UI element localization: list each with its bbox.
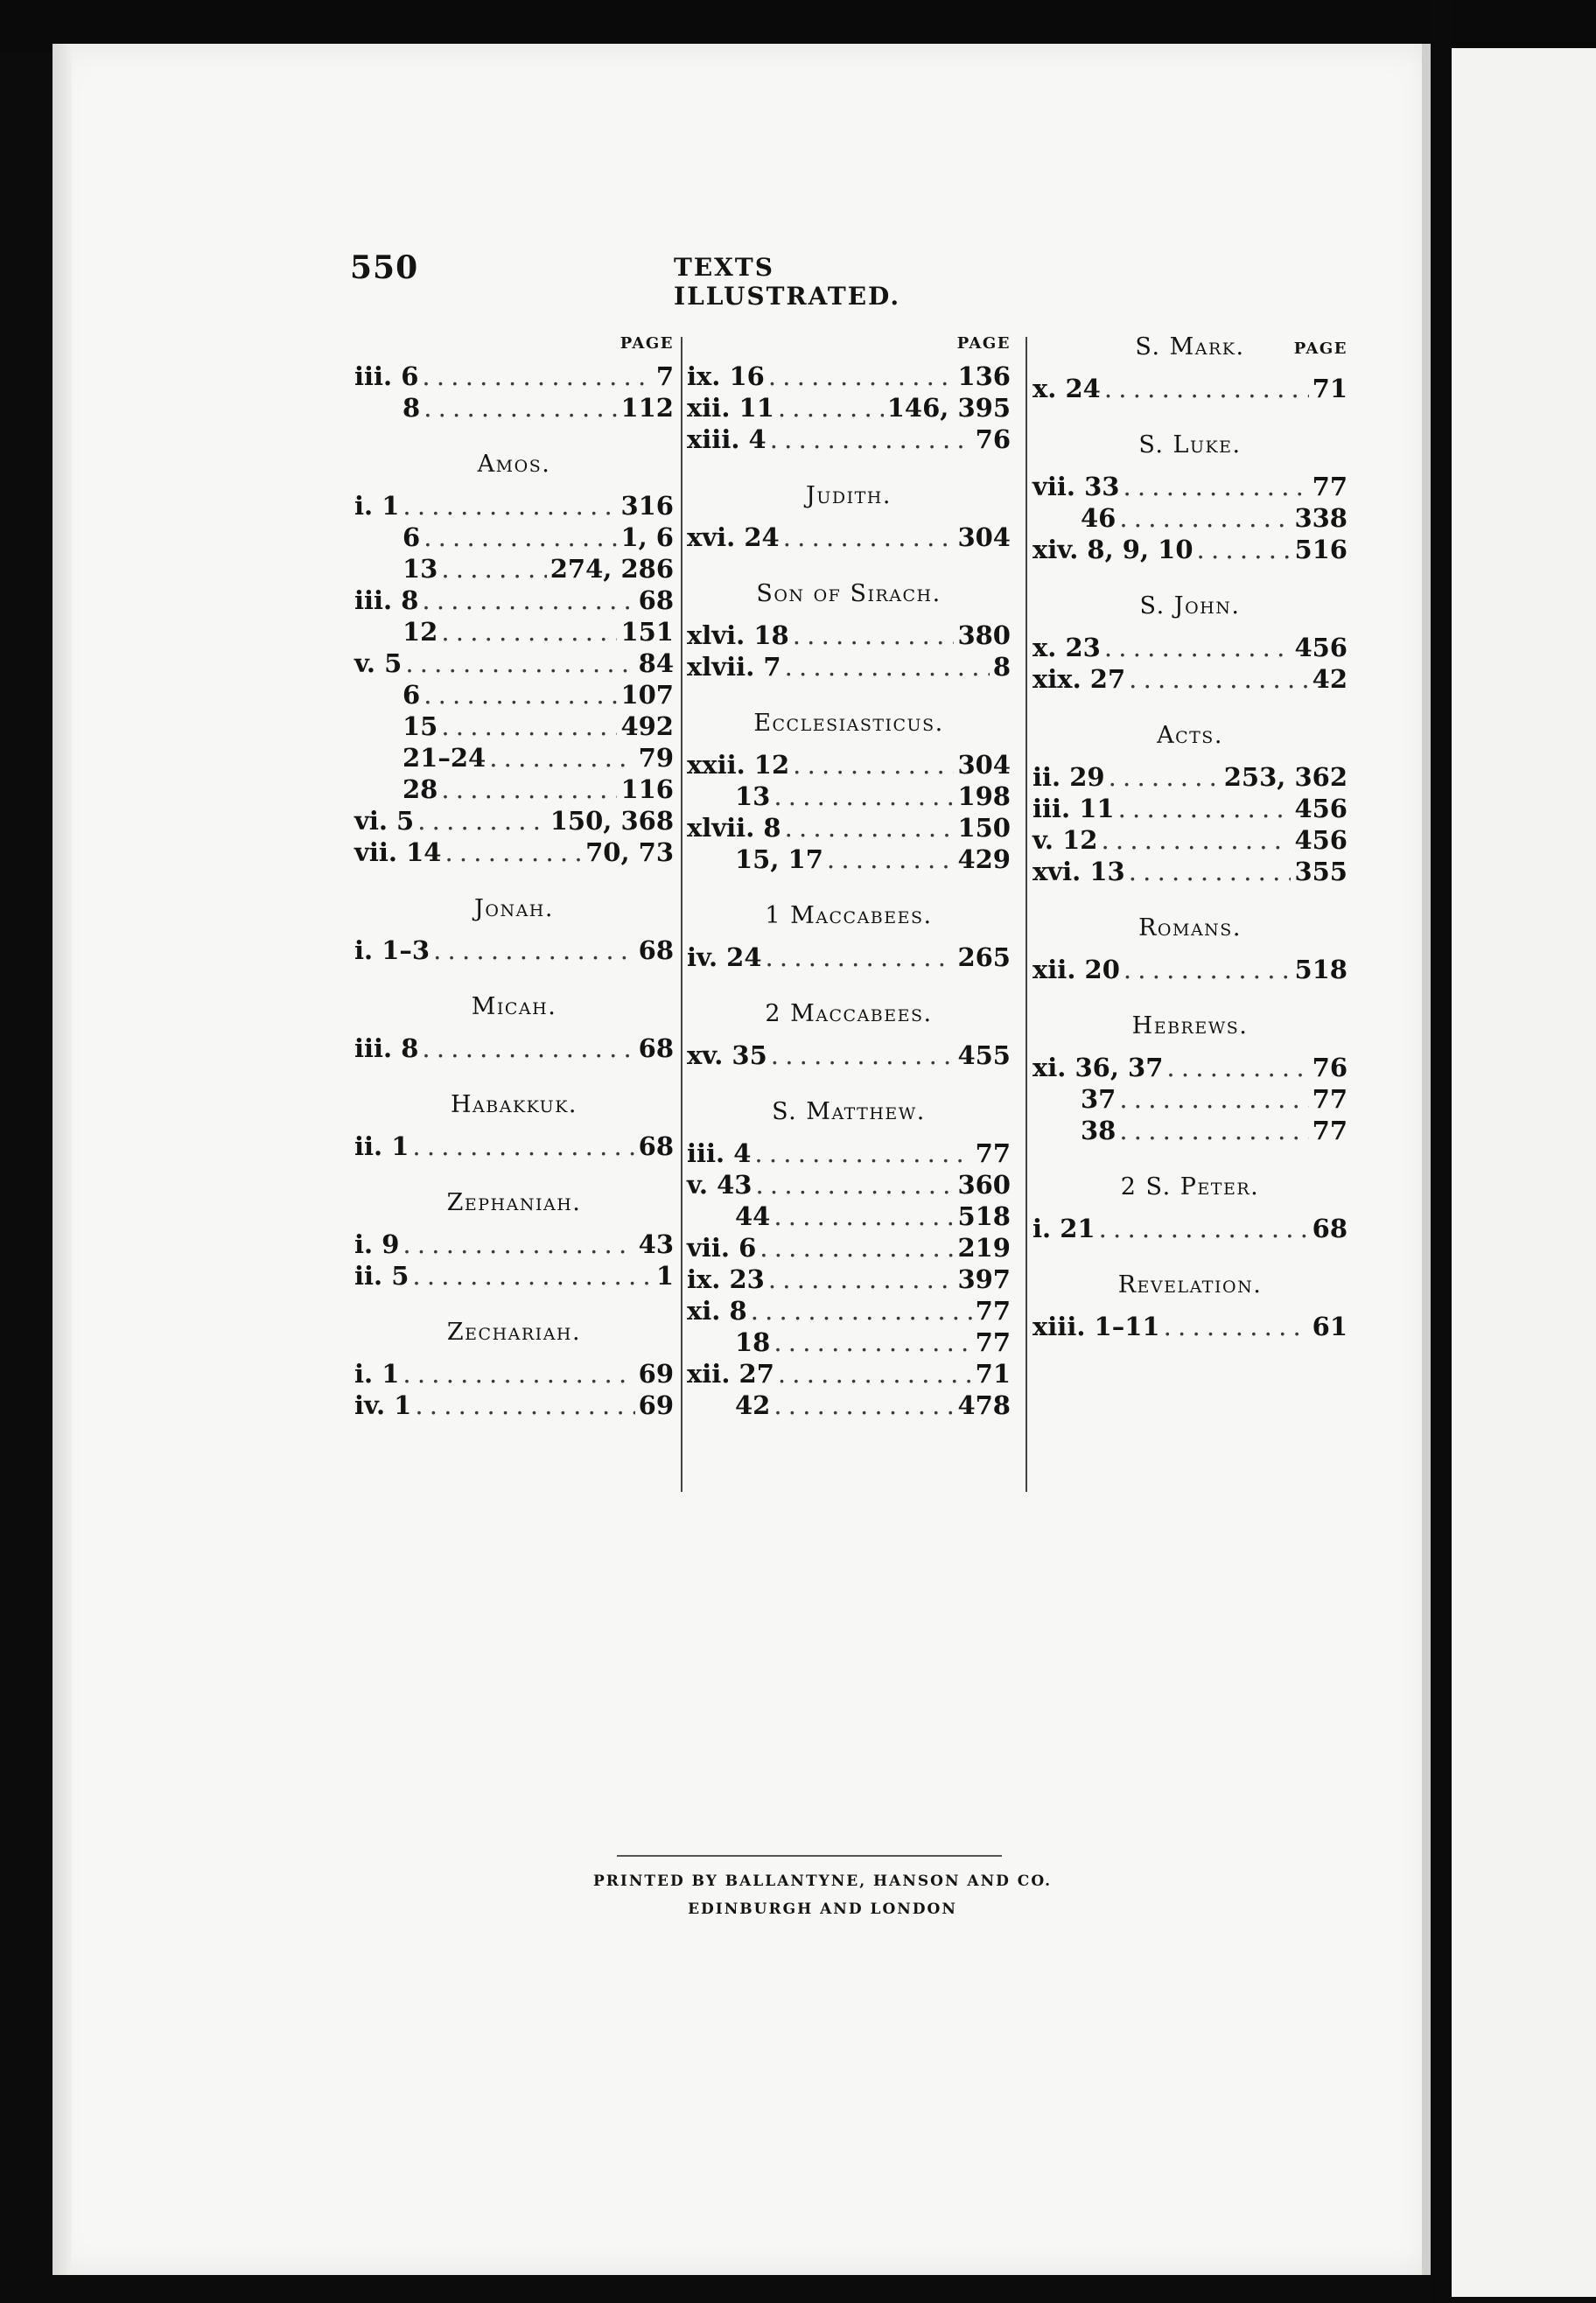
dot-leader xyxy=(415,1390,634,1421)
page-reference: 360 xyxy=(957,1170,1011,1200)
dot-leader xyxy=(1119,1083,1308,1115)
index-entry xyxy=(1032,1083,1348,1115)
page-reference: 146, 395 xyxy=(886,393,1011,423)
book-heading xyxy=(1032,430,1348,460)
page-reference: 492 xyxy=(620,711,674,741)
book-heading xyxy=(687,579,1011,609)
index-entry xyxy=(687,360,1011,392)
book-heading-text: Judith. xyxy=(806,482,892,509)
dot-leader xyxy=(766,942,955,973)
book-heading-text: S. Matthew. xyxy=(772,1098,926,1125)
book-heading-text: Romans. xyxy=(1138,914,1242,942)
index-entry xyxy=(687,392,1011,424)
dot-leader xyxy=(405,648,634,679)
verse-reference: xlvi. 18 xyxy=(687,620,789,650)
page-reference: 71 xyxy=(975,1359,1011,1389)
verse-reference: 38 xyxy=(1081,1116,1116,1145)
page-column-label: PAGE xyxy=(1293,340,1348,358)
column-divider xyxy=(1026,337,1027,1492)
book-heading xyxy=(687,709,1011,738)
book-heading xyxy=(1032,1172,1348,1202)
page-column-label: PAGE xyxy=(620,334,674,353)
book-heading xyxy=(354,894,674,924)
book-heading xyxy=(687,1097,1011,1127)
index-entry xyxy=(1032,761,1348,793)
dot-leader xyxy=(771,1040,955,1071)
index-entry xyxy=(1032,1311,1348,1342)
page-reference: 274, 286 xyxy=(550,554,674,584)
verse-reference: 21–24 xyxy=(402,743,486,773)
page-reference: 77 xyxy=(1312,1116,1348,1145)
page-reference: 136 xyxy=(957,361,1011,391)
verse-reference: i. 9 xyxy=(354,1229,400,1259)
verse-reference: 13 xyxy=(402,554,438,584)
book-heading xyxy=(354,992,674,1022)
verse-reference: vii. 6 xyxy=(687,1233,757,1263)
imprint-rule xyxy=(617,1855,1002,1857)
index-entry xyxy=(687,1358,1011,1390)
page-reference: 304 xyxy=(957,750,1011,780)
page-reference: 116 xyxy=(620,774,674,804)
dot-leader xyxy=(754,1138,971,1169)
index-entry xyxy=(354,710,674,742)
book-heading xyxy=(687,901,1011,931)
page-reference: 77 xyxy=(1312,472,1348,501)
dot-leader xyxy=(1119,1115,1308,1146)
dot-leader xyxy=(1124,954,1292,985)
page-reference: 68 xyxy=(638,1131,674,1161)
index-column-2 xyxy=(687,332,1011,1421)
index-entry xyxy=(1032,856,1348,887)
index-entry xyxy=(354,616,674,648)
verse-reference: ii. 29 xyxy=(1032,762,1105,792)
page-reference: 70, 73 xyxy=(585,837,674,867)
dot-leader xyxy=(774,1200,954,1232)
dot-leader xyxy=(1166,1052,1308,1083)
dot-leader xyxy=(424,392,617,424)
verse-reference: iv. 24 xyxy=(687,942,762,972)
index-entry xyxy=(1032,954,1348,985)
verse-reference: i. 1 xyxy=(354,1359,400,1389)
page-reference: 107 xyxy=(620,680,674,710)
page-reference: 79 xyxy=(638,743,674,773)
page-reference: 68 xyxy=(638,935,674,965)
book-heading xyxy=(1032,1012,1348,1041)
verse-reference: v. 5 xyxy=(354,648,402,678)
index-entry xyxy=(354,1130,674,1162)
dot-leader xyxy=(755,1169,954,1200)
index-entry xyxy=(354,1228,674,1260)
verse-reference: 18 xyxy=(735,1327,771,1357)
index-entry xyxy=(687,620,1011,651)
page-reference: 516 xyxy=(1294,535,1348,564)
verse-reference: 15 xyxy=(402,711,438,741)
dot-leader xyxy=(1101,824,1291,856)
dot-leader xyxy=(785,651,990,682)
page-reference: 478 xyxy=(957,1390,1011,1420)
verse-reference: ii. 1 xyxy=(354,1131,410,1161)
verse-reference: 13 xyxy=(735,781,771,811)
page-reference: 77 xyxy=(975,1296,1011,1326)
dot-leader xyxy=(1129,856,1292,887)
index-entry xyxy=(687,780,1011,812)
dot-leader xyxy=(783,522,955,553)
book-heading xyxy=(354,450,674,480)
dot-leader xyxy=(489,742,634,774)
dot-leader xyxy=(422,1032,634,1064)
index-entry xyxy=(687,1040,1011,1071)
dot-leader xyxy=(412,1130,634,1162)
page-reference: 397 xyxy=(957,1264,1011,1294)
index-entry xyxy=(1032,373,1348,404)
dot-leader xyxy=(768,1264,955,1295)
verse-reference: iii. 6 xyxy=(354,361,419,391)
verse-reference: iii. 11 xyxy=(1032,794,1115,823)
index-entry xyxy=(687,651,1011,682)
page-reference: 150, 368 xyxy=(550,806,674,836)
book-heading-text: Ecclesiasticus. xyxy=(753,710,944,737)
index-entry xyxy=(354,805,674,836)
page-reference: 150 xyxy=(957,813,1011,843)
dot-leader xyxy=(441,710,617,742)
page-reference: 76 xyxy=(975,424,1011,454)
running-title: TEXTS ILLUSTRATED. xyxy=(674,253,901,311)
book-heading-text: Hebrews. xyxy=(1131,1012,1249,1040)
dot-leader xyxy=(444,836,582,868)
book-heading-text: S. Luke. xyxy=(1138,431,1242,458)
page-reference: 84 xyxy=(638,648,674,678)
dot-leader xyxy=(1119,502,1291,534)
page-reference: 355 xyxy=(1294,857,1348,886)
book-heading-text: Revelation. xyxy=(1117,1271,1263,1298)
page-column-label: PAGE xyxy=(956,334,1011,353)
verse-reference: xvi. 24 xyxy=(687,522,780,552)
verse-reference: x. 24 xyxy=(1032,374,1101,403)
book-heading-text: Amos. xyxy=(477,451,551,478)
verse-reference: xi. 36, 37 xyxy=(1032,1053,1164,1082)
verse-reference: i. 21 xyxy=(1032,1214,1096,1243)
book-heading xyxy=(1032,1270,1348,1300)
book-heading-text: 2 S. Peter. xyxy=(1120,1173,1260,1200)
verse-reference: iii. 8 xyxy=(354,1033,419,1063)
index-entry xyxy=(354,1390,674,1421)
page-right-edge xyxy=(1422,44,1431,2275)
page-reference: 456 xyxy=(1294,794,1348,823)
page-reference: 316 xyxy=(620,491,674,521)
page-reference: 198 xyxy=(957,781,1011,811)
dot-leader xyxy=(751,1295,972,1326)
page-reference: 518 xyxy=(1294,955,1348,984)
page-reference: 77 xyxy=(1312,1084,1348,1114)
verse-reference: xii. 27 xyxy=(687,1359,774,1389)
index-entry xyxy=(687,1232,1011,1264)
page-reference: 456 xyxy=(1294,825,1348,855)
dot-leader xyxy=(1164,1311,1309,1342)
index-entry xyxy=(1032,632,1348,663)
book-heading-text: Acts. xyxy=(1157,722,1223,749)
dot-leader xyxy=(793,620,955,651)
verse-reference: vii. 14 xyxy=(354,837,442,867)
index-entry xyxy=(1032,1052,1348,1083)
verse-reference: vii. 33 xyxy=(1032,472,1120,501)
book-heading xyxy=(1032,592,1348,621)
verse-reference: v. 43 xyxy=(687,1170,752,1200)
verse-reference: 46 xyxy=(1081,503,1116,533)
book-heading-text: Jonah. xyxy=(474,895,554,922)
dot-leader xyxy=(402,490,617,522)
index-entry xyxy=(1032,1213,1348,1244)
verse-reference: xiv. 8, 9, 10 xyxy=(1032,535,1194,564)
verse-reference: 28 xyxy=(402,774,438,804)
page-reference: 7 xyxy=(655,361,674,391)
page-number: 550 xyxy=(350,249,419,286)
dot-leader xyxy=(1104,632,1292,663)
verse-reference: i. 1 xyxy=(354,491,400,521)
verse-reference: v. 12 xyxy=(1032,825,1098,855)
book-heading xyxy=(354,1090,674,1120)
verse-reference: ii. 5 xyxy=(354,1261,410,1291)
dot-leader xyxy=(422,360,652,392)
dot-leader xyxy=(402,1358,634,1390)
page-reference: 518 xyxy=(957,1201,1011,1231)
page-reference: 68 xyxy=(638,585,674,615)
index-entry xyxy=(354,1032,674,1064)
index-entry xyxy=(354,934,674,966)
book-heading-text: S. John. xyxy=(1139,592,1241,620)
page-reference: 68 xyxy=(638,1033,674,1063)
page-reference: 69 xyxy=(638,1390,674,1420)
index-entry xyxy=(687,1138,1011,1169)
index-entry xyxy=(354,522,674,553)
verse-reference: 37 xyxy=(1081,1084,1116,1114)
verse-reference: xiii. 4 xyxy=(687,424,766,454)
page-reference: 69 xyxy=(638,1359,674,1389)
book-heading xyxy=(687,481,1011,511)
index-entry xyxy=(354,1260,674,1292)
page-reference: 76 xyxy=(1312,1053,1348,1082)
book-heading xyxy=(1032,721,1348,751)
verse-reference: xiii. 1–11 xyxy=(1032,1312,1160,1341)
index-entry xyxy=(687,1169,1011,1200)
dot-leader xyxy=(793,749,954,780)
book-heading-text: Habakkuk. xyxy=(451,1091,578,1118)
index-entry xyxy=(354,836,674,868)
verse-reference: xlvii. 8 xyxy=(687,813,781,843)
dot-leader xyxy=(417,805,546,836)
index-entry xyxy=(687,1326,1011,1358)
dot-leader xyxy=(778,1358,972,1390)
page-reference: 456 xyxy=(1294,633,1348,662)
dot-leader xyxy=(774,1390,954,1421)
book-heading xyxy=(354,1318,674,1348)
book-heading-text: Zephaniah. xyxy=(446,1189,582,1216)
dot-leader xyxy=(1109,761,1221,793)
dot-leader xyxy=(412,1260,652,1292)
dot-leader xyxy=(770,424,972,455)
page-reference: 429 xyxy=(957,844,1011,874)
verse-reference: 15, 17 xyxy=(735,844,823,874)
page-reference: 77 xyxy=(975,1327,1011,1357)
verse-reference: 8 xyxy=(402,393,421,423)
verse-reference: 6 xyxy=(402,522,421,552)
book-heading-text: S. Mark. xyxy=(1135,333,1245,360)
page-reference: 71 xyxy=(1312,374,1348,403)
verse-reference: iii. 8 xyxy=(354,585,419,615)
book-gutter xyxy=(1431,0,1452,2303)
page-reference: 265 xyxy=(957,942,1011,972)
index-entry xyxy=(354,490,674,522)
page-reference: 1, 6 xyxy=(620,522,674,552)
printer-location: EDINBURGH AND LONDON xyxy=(688,1900,957,1918)
dot-leader xyxy=(1118,793,1292,824)
book-heading-text: Micah. xyxy=(471,993,557,1020)
index-entry xyxy=(354,553,674,584)
verse-reference: xlvii. 7 xyxy=(687,652,781,682)
book-heading xyxy=(687,999,1011,1029)
index-entry xyxy=(1032,1115,1348,1146)
page-reference: 1 xyxy=(655,1261,674,1291)
page-edge xyxy=(52,44,72,2275)
book-heading xyxy=(1032,332,1348,362)
verse-reference: iv. 1 xyxy=(354,1390,412,1420)
book-heading-text: 1 Maccabees. xyxy=(765,902,933,929)
verse-reference: ix. 23 xyxy=(687,1264,765,1294)
index-entry xyxy=(354,392,674,424)
index-entry xyxy=(687,844,1011,875)
dot-leader xyxy=(1104,373,1309,404)
verse-reference: iii. 4 xyxy=(687,1138,752,1168)
page-reference: 253, 362 xyxy=(1223,762,1348,792)
page-header xyxy=(350,249,1006,311)
dot-leader xyxy=(1197,534,1292,565)
index-entry xyxy=(687,424,1011,455)
verse-reference: xxii. 12 xyxy=(687,750,790,780)
index-entry xyxy=(687,1264,1011,1295)
dot-leader xyxy=(774,1326,971,1358)
page-reference: 219 xyxy=(957,1233,1011,1263)
dot-leader xyxy=(1099,1213,1309,1244)
dot-leader xyxy=(1123,471,1308,502)
dot-leader xyxy=(785,812,955,844)
dot-leader xyxy=(424,522,617,553)
verse-reference: 12 xyxy=(402,617,438,647)
index-entry xyxy=(354,742,674,774)
dot-leader xyxy=(778,392,884,424)
dot-leader xyxy=(760,1232,954,1264)
index-entry xyxy=(354,648,674,679)
page-reference: 112 xyxy=(620,393,674,423)
column-divider xyxy=(681,337,682,1492)
verse-reference: xii. 20 xyxy=(1032,955,1120,984)
page-reference: 77 xyxy=(975,1138,1011,1168)
verse-reference: vi. 5 xyxy=(354,806,415,836)
verse-reference: x. 23 xyxy=(1032,633,1101,662)
page-reference: 380 xyxy=(957,620,1011,650)
page-reference: 455 xyxy=(957,1040,1011,1070)
dot-leader xyxy=(441,553,546,584)
dot-leader xyxy=(424,679,617,710)
index-entry xyxy=(354,360,674,392)
index-entry xyxy=(354,679,674,710)
dot-leader xyxy=(402,1228,634,1260)
verse-reference: xvi. 13 xyxy=(1032,857,1125,886)
book-heading-text: Zechariah. xyxy=(446,1319,582,1346)
dot-leader xyxy=(827,844,955,875)
index-entry xyxy=(1032,471,1348,502)
index-entry xyxy=(354,584,674,616)
page-reference: 304 xyxy=(957,522,1011,552)
adjacent-page xyxy=(1452,48,1596,2297)
page-reference: 151 xyxy=(620,617,674,647)
page-reference: 61 xyxy=(1312,1312,1348,1341)
dot-leader xyxy=(774,780,954,812)
index-entry xyxy=(1032,824,1348,856)
index-entry xyxy=(687,1200,1011,1232)
verse-reference: xi. 8 xyxy=(687,1296,747,1326)
index-entry xyxy=(687,749,1011,780)
page-reference: 338 xyxy=(1294,503,1348,533)
index-column-3 xyxy=(1032,332,1348,1342)
verse-reference: xv. 35 xyxy=(687,1040,767,1070)
verse-reference: i. 1–3 xyxy=(354,935,430,965)
index-entry xyxy=(354,1358,674,1390)
page-reference: 43 xyxy=(638,1229,674,1259)
dot-leader xyxy=(768,360,955,392)
index-entry xyxy=(687,522,1011,553)
book-heading xyxy=(1032,914,1348,943)
index-entry xyxy=(1032,663,1348,695)
verse-reference: xii. 11 xyxy=(687,393,774,423)
page-reference: 68 xyxy=(1312,1214,1348,1243)
book-heading-text: 2 Maccabees. xyxy=(765,1000,933,1027)
index-entry xyxy=(687,812,1011,844)
dot-leader xyxy=(1129,663,1308,695)
index-entry xyxy=(354,774,674,805)
index-entry xyxy=(687,1295,1011,1326)
page-reference: 42 xyxy=(1312,664,1348,694)
printer-imprint: PRINTED BY BALLANTYNE, HANSON AND CO. xyxy=(592,1872,1053,1890)
dot-leader xyxy=(441,616,617,648)
book-heading-text: Son of Sirach. xyxy=(756,580,942,607)
index-entry xyxy=(687,942,1011,973)
index-column-1 xyxy=(354,332,674,1421)
dot-leader xyxy=(422,584,634,616)
verse-reference: 6 xyxy=(402,680,421,710)
page-reference: 8 xyxy=(992,652,1011,682)
verse-reference: 42 xyxy=(735,1390,771,1420)
verse-reference: ix. 16 xyxy=(687,361,765,391)
index-entry xyxy=(1032,502,1348,534)
index-entry xyxy=(1032,793,1348,824)
index-entry xyxy=(1032,534,1348,565)
verse-reference: 44 xyxy=(735,1201,771,1231)
dot-leader xyxy=(441,774,617,805)
book-heading xyxy=(354,1188,674,1218)
index-entry xyxy=(687,1390,1011,1421)
dot-leader xyxy=(433,934,635,966)
verse-reference: xix. 27 xyxy=(1032,664,1126,694)
